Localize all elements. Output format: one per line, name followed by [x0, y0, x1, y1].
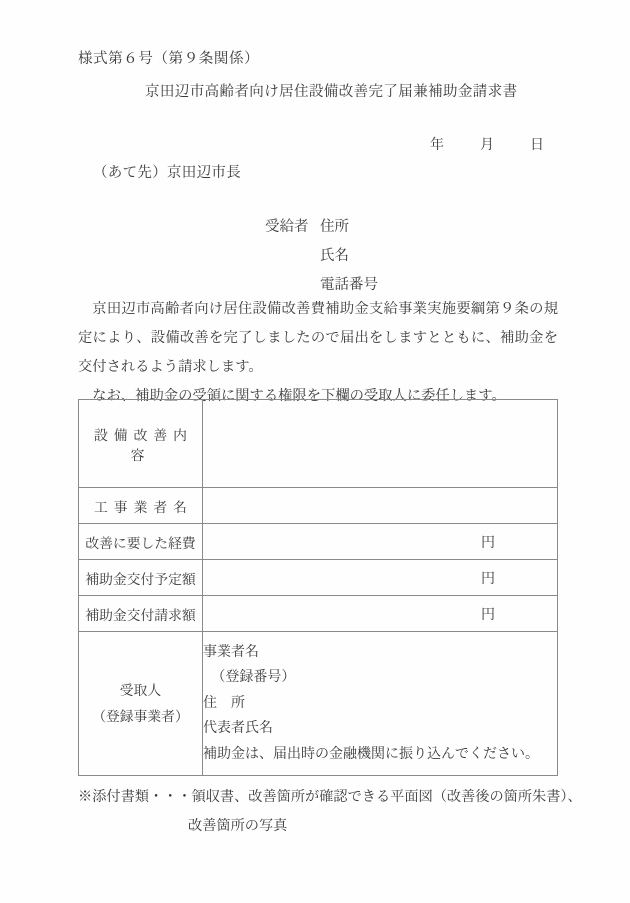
- attachment-note: [78, 783, 582, 841]
- payee-field-representative-name: 代表者氏名: [203, 721, 273, 737]
- payee-field-transfer-instruction: 補助金は、届出時の金融機関に振り込んでください。: [203, 746, 539, 762]
- payee-field-business-name: 事業者名: [203, 644, 259, 660]
- row-value-equipment-improvement[interactable]: [203, 400, 558, 488]
- table-row: [79, 524, 558, 560]
- row-value-payee[interactable]: [203, 632, 558, 776]
- attachment-note-line-2: 改善箇所の写真: [188, 818, 288, 834]
- row-label-text: 補助金交付請求額: [85, 607, 196, 623]
- table-row: [79, 596, 558, 632]
- row-label-payee: [79, 632, 203, 776]
- date-day-label: 日: [530, 138, 544, 153]
- row-label-text: 設備改善内容: [94, 427, 193, 463]
- row-value-improvement-cost[interactable]: [203, 524, 558, 560]
- row-value-claimed-subsidy-amount[interactable]: [203, 596, 558, 632]
- row-label-text: 改善に要した経費: [85, 535, 196, 551]
- recipient-field-label-name: 氏名: [320, 248, 349, 264]
- date-month-label: 月: [480, 138, 494, 153]
- recipient-heading: 受給者: [265, 219, 309, 235]
- payee-field-address: 住 所: [203, 695, 245, 711]
- date-year-label: 年: [430, 138, 444, 153]
- row-label-text: 工事業者名: [94, 499, 193, 515]
- payee-label-line-1: 受取人: [119, 682, 162, 698]
- attachment-note-line-1: ※添付書類・・・領収書、改善箇所が確認できる平面図（改善後の箇所朱書）、: [78, 789, 582, 805]
- application-table: [78, 399, 558, 776]
- page-title: 京田辺市高齢者向け居住設備改善完了届兼補助金請求書: [145, 84, 518, 100]
- currency-unit-label: 円: [481, 535, 495, 551]
- row-value-planned-subsidy-amount[interactable]: [203, 560, 558, 596]
- recipient-block: [265, 213, 378, 300]
- row-label-contractor-name: [79, 488, 203, 524]
- body-paragraph-1: 京田辺市高齢者向け居住設備改善費補助金支給事業実施要綱第９条の規定により、設備改善を完了しましたので届出をしますとともに、補助金を交付されるよう請求します。: [78, 301, 558, 375]
- recipient-row-address: [265, 213, 378, 242]
- row-label-text: 補助金交付予定額: [85, 571, 196, 587]
- table-row: [79, 560, 558, 596]
- body-paragraph-2: なお、補助金の受領に関する権限を下欄の受取人に委任します。: [92, 388, 506, 404]
- body-text-block: [78, 295, 558, 411]
- recipient-field-label-phone: 電話番号: [320, 277, 378, 293]
- payee-field-registration-number: （登録番号）: [211, 670, 296, 686]
- date-line: [430, 134, 544, 154]
- recipient-row-name: [265, 242, 378, 271]
- recipient-field-label-address: 住所: [320, 219, 349, 235]
- table-row: [79, 488, 558, 524]
- addressee-line: （あて先）京田辺市長: [93, 165, 241, 181]
- currency-unit-label: 円: [481, 607, 495, 623]
- row-label-claimed-subsidy-amount: [79, 596, 203, 632]
- payee-label-line-2: （登録事業者）: [92, 708, 189, 724]
- row-label-equipment-improvement: [79, 400, 203, 488]
- form-number: 様式第６号（第９条関係）: [78, 51, 260, 67]
- row-label-improvement-cost: [79, 524, 203, 560]
- row-label-planned-subsidy-amount: [79, 560, 203, 596]
- currency-unit-label: 円: [481, 571, 495, 587]
- table-row: [79, 632, 558, 776]
- table-row: [79, 400, 558, 488]
- row-value-contractor-name[interactable]: [203, 488, 558, 524]
